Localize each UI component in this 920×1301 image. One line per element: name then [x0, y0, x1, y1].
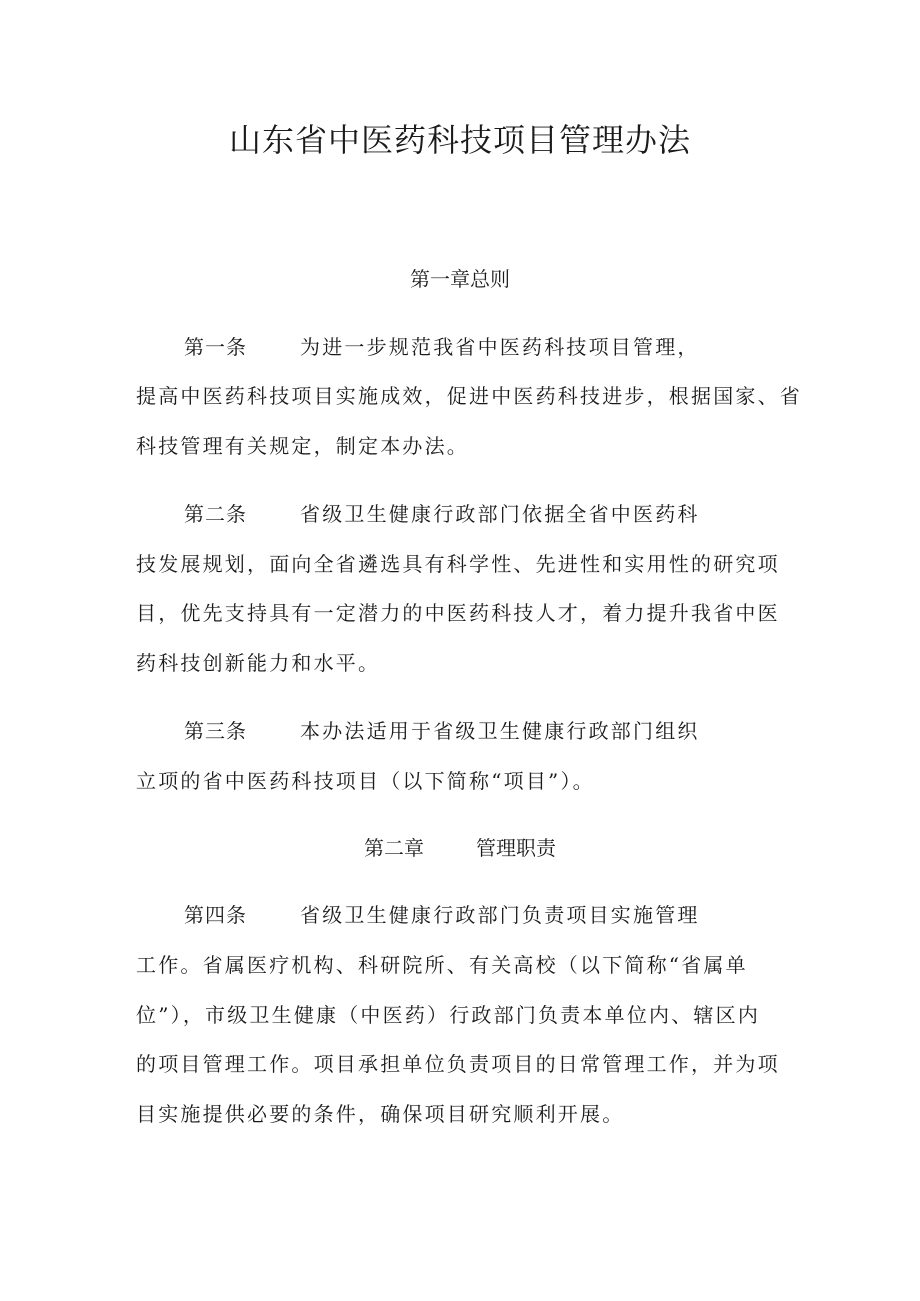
article-2-first-line [184, 500, 700, 528]
article-4-line-1: 工作。省属医疗机构、科研院所、有关高校（以下简称“省属单 [136, 953, 748, 977]
chapter-2-number: 第二章 [364, 836, 424, 860]
chapter-1-heading: 第一章总则 [410, 267, 510, 291]
chapter-2-name: 管理职责 [476, 836, 556, 860]
document-title: 山东省中医药科技项目管理办法 [228, 121, 691, 159]
article-3-label: 第三条 [184, 719, 247, 743]
article-3-first-line [184, 717, 700, 745]
article-2-line-1: 技发展规划，面向全省遴选具有科学性、先进性和实用性的研究项 [136, 552, 780, 576]
article-2-label: 第二条 [184, 502, 247, 526]
article-2-line-3: 药科技创新能力和水平。 [136, 651, 381, 675]
article-4-line-4: 目实施提供必要的条件，确保项目研究顺利开展。 [136, 1102, 625, 1126]
article-4-line-3: 的项目管理工作。项目承担单位负责项目的日常管理工作，并为项 [136, 1052, 780, 1076]
article-1-label: 第一条 [184, 335, 247, 359]
article-2-line-2: 目，优先支持具有一定潜力的中医药科技人才，着力提升我省中医 [136, 601, 780, 625]
article-1-first-text: 为进一步规范我省中医药科技项目管理， [300, 335, 700, 359]
article-3-first-text: 本办法适用于省级卫生健康行政部门组织 [300, 719, 700, 743]
article-1-first-line [184, 333, 700, 361]
article-1-line-1: 提高中医药科技项目实施成效，促进中医药科技进步，根据国家、省 [136, 384, 802, 408]
article-4-first-text: 省级卫生健康行政部门负责项目实施管理 [300, 903, 700, 927]
article-2-first-text: 省级卫生健康行政部门依据全省中医药科 [300, 502, 700, 526]
article-3-line-1: 立项的省中医药科技项目（以下简称“项目”）。 [136, 769, 595, 793]
article-4-label: 第四条 [184, 903, 247, 927]
article-4-line-2: 位”），市级卫生健康（中医药）行政部门负责本单位内、辖区内 [136, 1003, 761, 1027]
article-4-first-line [184, 901, 700, 929]
chapter-2-heading [0, 834, 920, 862]
article-1-line-2: 科技管理有关规定，制定本办法。 [136, 434, 469, 458]
